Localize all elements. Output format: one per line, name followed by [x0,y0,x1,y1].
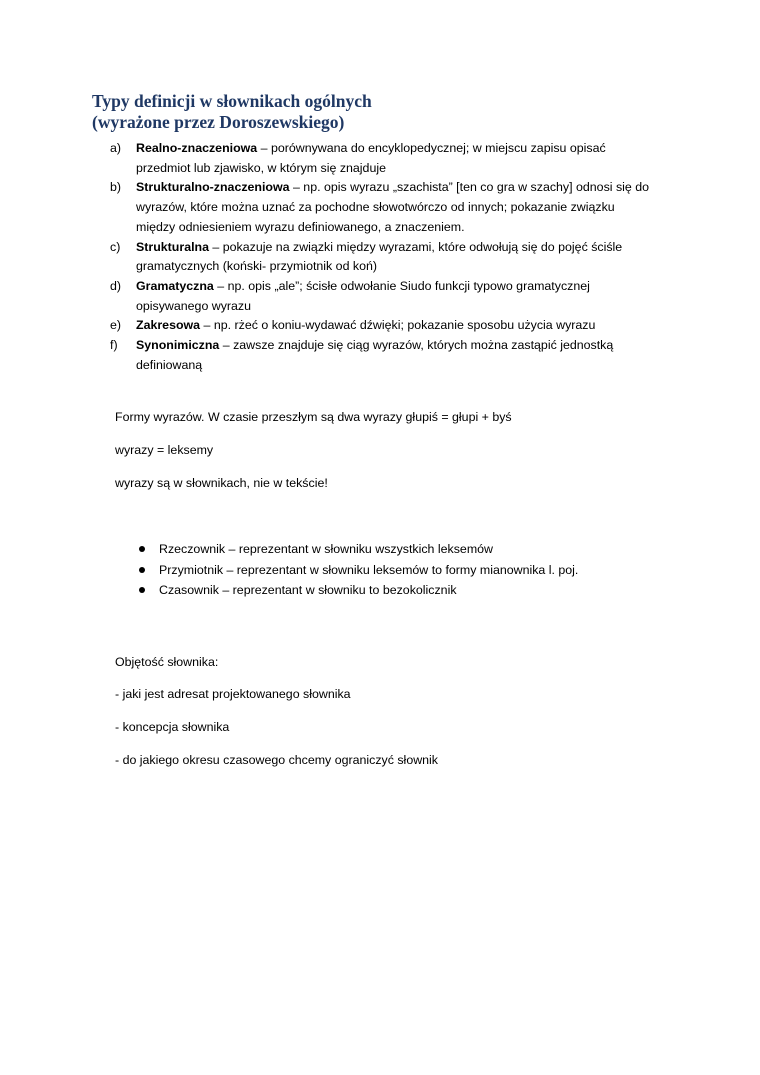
list-item [115,560,715,581]
bullet-text: Przymiotnik – reprezentant w słowniku leksemów to formy mianownika l. poj. [159,562,579,577]
list-marker: f) [110,338,118,353]
definition-continuation: między odniesieniem wyrazu definiowanego, a znaczeniem. [136,219,465,234]
title-line-2: (wyrażone przez Doroszewskiego) [92,112,345,132]
definition-term: Realno-znaczeniowa [136,141,258,155]
list-marker: d) [110,278,122,293]
definition-text: – np. opis „ale”; ścisłe odwołanie Siudo funkcji typowo gramatycznej [213,278,590,293]
bullet-icon [139,546,145,552]
definition-continuation: opisywanego wyrazu [136,298,252,313]
bullet-icon [139,567,145,573]
title-line-1: Typy definicji w słownikach ogólnych [92,91,372,111]
volume-item: - koncepcja słownika [115,720,230,734]
definition-text: – zawsze znajduje się ciąg wyrazów, których można zastąpić jednostką [219,338,614,353]
list-item [92,178,712,237]
list-item [92,316,712,336]
definition-term: Synonimiczna [136,338,220,353]
list-marker: e) [110,318,122,333]
definition-continuation: definiowaną [136,357,203,372]
list-item [92,139,712,178]
definition-text: – pokazuje na związki między wyrazami, które odwołują się do pojęć ściśle [208,239,623,254]
definition-text: – np. opis wyrazu „szachista” [ten co gra w szachy] odnosi się do [289,180,650,195]
volume-item: - do jakiego okresu czasowego chcemy ograniczyć słownik [115,753,438,767]
bullet-icon [139,587,145,593]
list-marker: c) [110,239,121,254]
list-marker: b) [110,180,122,195]
list-item [115,580,715,601]
list-item [115,539,715,560]
paragraph-lexemes: wyrazy = leksemy [115,443,214,457]
list-item [92,277,712,316]
definition-types-list [92,139,712,375]
definition-term: Zakresowa [136,318,201,333]
definition-continuation: przedmiot lub zjawisko, w którym się znajduje [136,160,386,175]
definition-text: – np. rżeć o koniu-wydawać dźwięki; pokazanie sposobu użycia wyrazu [200,318,596,333]
definition-text: – porównywana do encyklopedycznej; w miejscu zapisu opisać [257,141,606,155]
volume-item: - jaki jest adresat projektowanego słownika [115,687,351,701]
definition-continuation: wyrazów, które można uznać za pochodne słowotwórczo od innych; pokazanie związku [136,200,615,215]
list-item [92,336,712,375]
list-marker: a) [110,141,122,155]
document-title [92,91,712,133]
bullet-text: Rzeczownik – reprezentant w słowniku wszystkich leksemów [159,542,493,556]
paragraph-dictionaries: wyrazy są w słownikach, nie w tekście! [115,476,328,490]
parts-of-speech-list [115,539,715,601]
definition-term: Gramatyczna [136,278,214,293]
definition-term: Strukturalna [136,239,209,254]
dictionary-volume-heading: Objętość słownika: [115,655,219,669]
list-item [92,238,712,277]
definition-continuation: gramatycznych (koński- przymiotnik od koń) [136,259,378,274]
definition-term: Strukturalno-znaczeniowa [136,180,290,195]
bullet-text: Czasownik – reprezentant w słowniku to bezokolicznik [159,583,457,597]
paragraph-word-forms: Formy wyrazów. W czasie przeszłym są dwa wyrazy głupiś = głupi + byś [115,410,512,424]
